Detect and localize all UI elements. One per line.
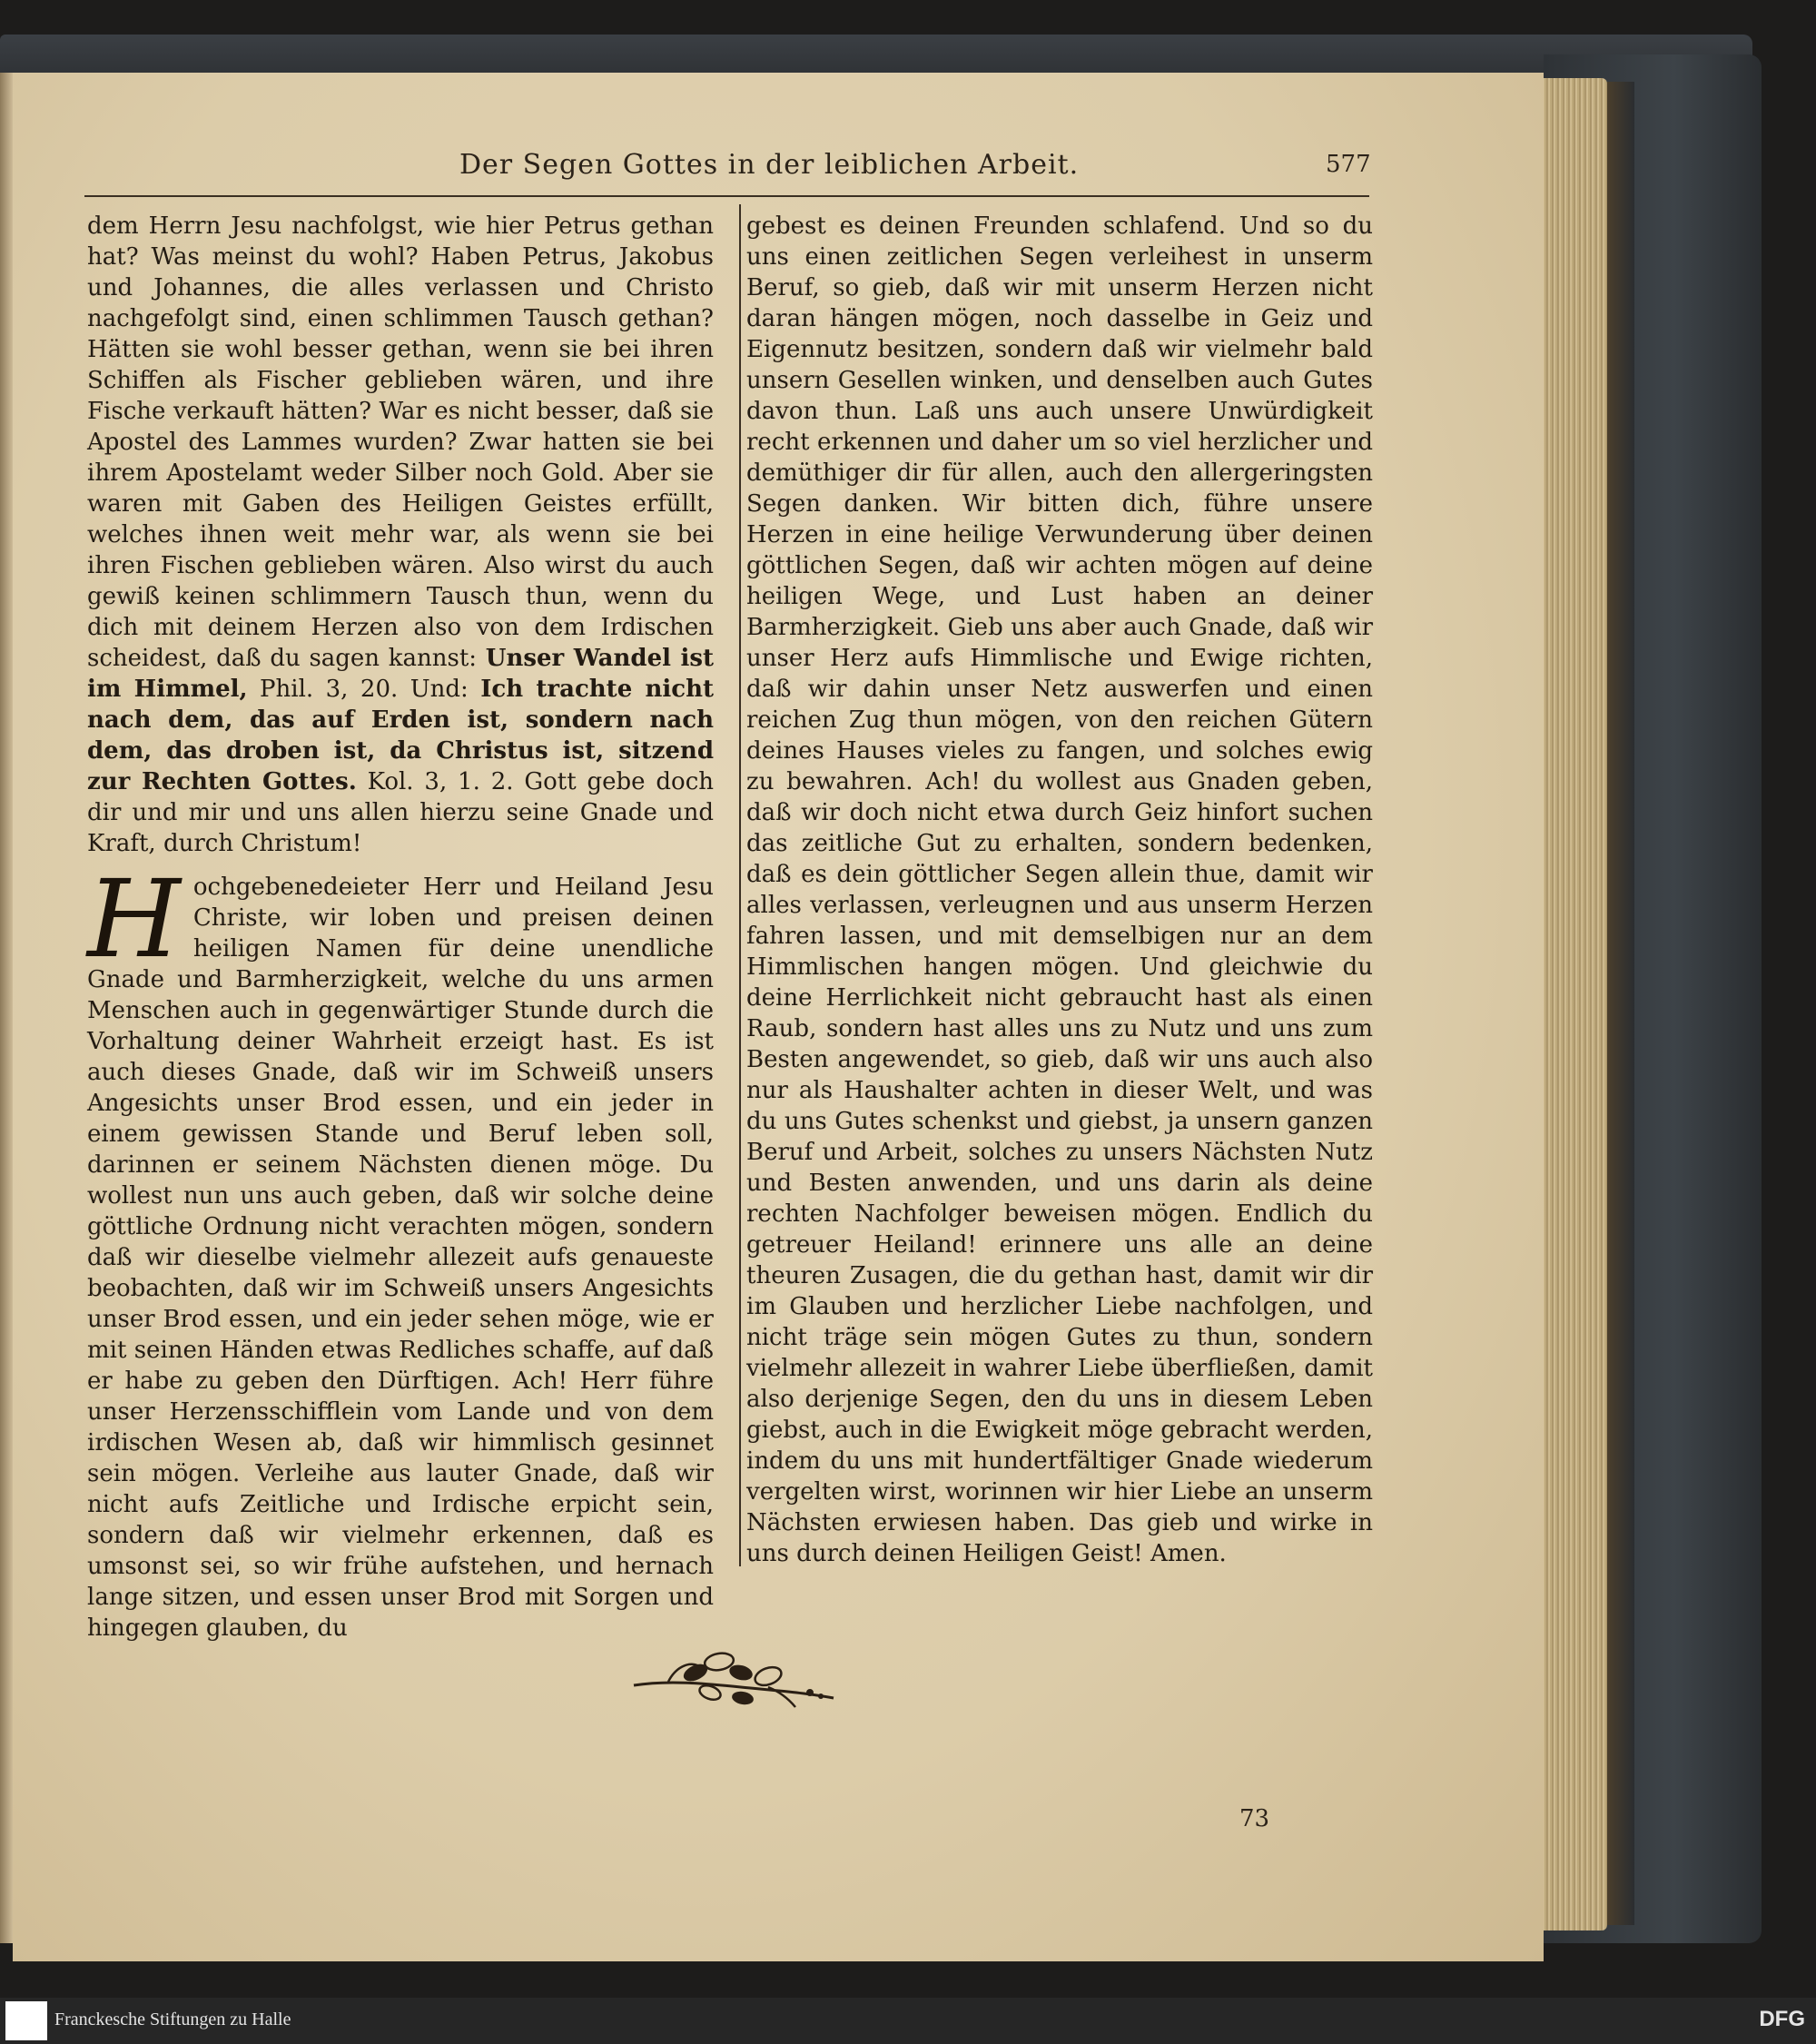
running-title: Der Segen Gottes in der leiblichen Arbeit. — [459, 149, 1080, 181]
institution-name: Franckesche Stiftungen zu Halle — [54, 2009, 291, 2029]
left-column — [87, 211, 714, 1644]
page-number: 577 — [1326, 151, 1371, 178]
right-column — [746, 211, 1373, 1569]
viewer-footer — [0, 1998, 1816, 2044]
facing-page-edge — [0, 73, 13, 1943]
dfg-mark: DFG — [1759, 2007, 1805, 2031]
institution-logo-icon — [5, 2001, 47, 2040]
floral-ornament — [632, 1645, 835, 1709]
sermon-text: dem Herrn Jesu nachfolgst, wie hier Petrus gethan hat? Was meinst du wohl? Haben Petrus, Jakobus und Johannes, die alles verlassen und Christo nachgefolgt sind, einen schlimmen Tausch gethan? Hätten sie wohl besser gethan, wenn sie bei ihren Schiffen als Fischer geblieben wären, und ihre Fische verkauft hätten? War es nicht besser, daß sie Apostel des Lammes wurden? Zwar hatten sie bei ihrem Apostelamt weder Silber noch Gold. Aber sie waren mit Gaben des Heiligen Geistes erfüllt, welches ihnen weit mehr war, als wenn sie bei ihren Fischen geblieben wären. Also wirst du auch gewiß keinen schlimmern Tausch thun, wenn du dich mit deinem Herzen also von dem Irdischen scheidest, daß du sagen kannst: — [87, 212, 714, 672]
page-stack-edges — [1535, 78, 1607, 1930]
sheet-signature: 73 — [1239, 1805, 1270, 1832]
column-divider — [739, 204, 741, 1566]
drop-capital: H — [87, 856, 181, 982]
scripture-quote-phil: Unser Wandel ist im Himmel, — [87, 645, 715, 703]
scripture-ref-phil: Phil. 3, 20. Und: — [260, 676, 469, 703]
sermon-closing: Kol. 3, 1. 2. Gott gebe doch dir und mir und uns allen hierzu seine Gnade und Kraft, durch Christum! — [87, 768, 715, 857]
paragraph-sermon-end — [87, 211, 714, 859]
page-edge-shadow — [1607, 82, 1634, 1925]
header-rule — [84, 195, 1369, 197]
scripture-quote-kol: Ich trachte nicht nach dem, das auf Erden ist, sondern nach dem, das droben ist, da Christus ist, sitzend zur Rechten Gottes. — [87, 676, 715, 795]
prayer-text-right: gebest es deinen Freunden schlafend. Und so du uns einen zeitlichen Segen verleihest in unserm Beruf, so gieb, daß wir mit unserm Herzen nicht daran hängen mögen, noch dasselbe in Geiz und Eigennutz besitzen, sondern daß wir vielmehr bald unsern Gesellen winken, und denselben auch Gutes davon thun. Laß uns auch unsere Unwürdigkeit recht erkennen und daher um so viel herzlicher und demüthiger dir für allen, auch den allergeringsten Segen danken. Wir bitten dich, führe unsere Herzen in eine heilige Verwunderung über deinen göttlichen Segen, daß wir achten mögen auf deine heiligen Wege, und Lust haben an deiner Barmherzigkeit. Gieb uns aber auch Gnade, daß wir unser Herz aufs Himmlische und Ewige richten, daß wir dahin unser Netz auswerfen und einen reichen Zug thun mögen, von den reichen Gütern deines Hauses vieles zu fangen, und solches ewig zu bewahren. Ach! du wollest aus Gnaden geben, daß wir doch nicht etwa durch Geiz hinfort suchen das zeitliche Gut zu erhalten, sondern bedenken, daß es dein göttlicher Segen allein thue, damit wir alles verlassen, verleugnen und aus unserm Herzen fahren lassen, und mit demselbigen nur an dem Himmlischen hangen mögen. Und gleichwie du deine Herrlichkeit nicht gebraucht hast als einen Raub, sondern hast alles uns zu Nutz und uns zum Besten angewendet, so gieb, daß wir uns auch also nur als Haushalter achten in dieser Welt, und was du uns Gutes schenkst und giebst, ja unsern ganzen Beruf und Arbeit, solches zu unsers Nächsten Nutz und Besten anwenden, und uns darin als deine rechten Nachfolger beweisen mögen. Endlich du getreuer Heiland! erinnere uns alle an deine theuren Zusagen, die du gethan hast, damit wir dir im Glauben und herzlicher Liebe nachfolgen, und nicht träge sein mögen Gutes zu thun, sondern vielmehr allezeit in wahrer Liebe überfließen, damit also derjenige Segen, den du uns in diesem Leben giebst, auch in die Ewigkeit möge gebracht werden, indem du uns mit hundertfältiger Gnade wiederum vergelten wirst, worinnen wir hier Liebe an unserm Nächsten erwiesen haben. Das gieb und wirke in uns durch deinen Heiligen Geist! Amen. — [746, 212, 1373, 1567]
prayer-text-left: ochgebenedeieter Herr und Heiland Jesu Christe, wir loben und preisen deinen heiligen Namen für deine unendliche Gnade und Barmherzigkeit, welche du uns armen Menschen auch in gegenwärtiger Stunde durch die Vorhaltung deiner Wahrheit erzeigt hast. Es ist auch dieses Gnade, daß wir im Schweiß unsers Angesichts unser Brod essen, und ein jeder in einem gewissen Stande und Beruf leben soll, darinnen er seinem Nächsten dienen möge. Du wollest nun uns auch geben, daß wir solche deine göttliche Ordnung nicht verachten mögen, sondern daß wir dieselbe vielmehr allezeit aufs genaueste beobachten, daß wir im Schweiß unsers Angesichts unser Brod essen, und ein jeder sehen möge, wie er mit seinen Händen etwas Redliches schaffe, auf daß er habe zu geben den Dürftigen. Ach! Herr führe unser Herzensschifflein vom Lande und von dem irdischen Wesen ab, daß wir himmlisch gesinnet sein mögen. Verleihe aus lauter Gnade, daß wir nicht aufs Zeitliche und Irdische erpicht sein, sondern daß wir vielmehr erkennen, daß es umsonst sei, so wir frühe aufstehen, und hernach lange sitzen, und essen unser Brod mit Sorgen und hingegen glauben, du — [87, 874, 714, 1642]
paragraph-prayer — [87, 856, 714, 1644]
